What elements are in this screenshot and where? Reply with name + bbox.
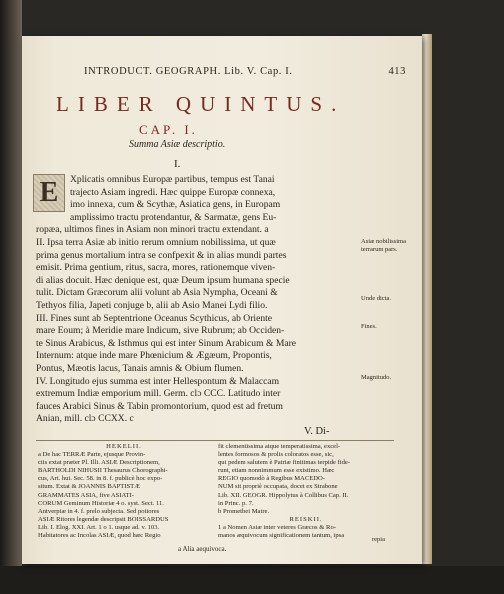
note-line: 1 a Nomen Asiæ inter veteres Græcos & Ro-: [218, 523, 336, 531]
body-line: Internum: atque inde mare Phœnicium & Ægæum, Propontis,: [36, 350, 272, 362]
body-line: III. Fines sunt ab Septentrione Oceanus Scythicus, ab Oriente: [36, 312, 273, 324]
note-line: b Prometbei Matre.: [218, 507, 270, 515]
body-line: ropæa, ultimos fines in Asiam non minori tractu extendant. a: [36, 224, 269, 236]
notes-heading: REISKII.: [289, 515, 323, 523]
note-line: BARTHOLDI NIHUSII Thesaurus Chorographi-: [38, 467, 168, 475]
chapter-heading: CAP. I.: [139, 122, 198, 137]
body-line: tulit. Dictam Græcorum alii volunt ab Asia Nympha, Oceani &: [36, 287, 278, 299]
margin-note: Asiæ nobilissima terrarum pars.: [361, 238, 406, 253]
note-line: manos æquivocum significationem tantum, ipsa: [218, 532, 345, 540]
note-line: cus, Art. hui. Sec. 58. in 8. f. publicè hoc expo-: [38, 475, 163, 483]
note-line: Habitatores ac Incolas ASIÆ, quod hæc Regio: [38, 532, 161, 540]
margin-note: Magnitudo.: [361, 374, 392, 381]
body-line: Anian, mill. clɔ CCXX. c: [36, 413, 134, 425]
note-line: GRAMMATES ASIA, five ASIATI-: [38, 491, 134, 499]
body-line: fauces Arabici Sinus & Tabin promontorium, quod est ad fretum: [36, 400, 283, 412]
body-line: prima genus mortalium intra se confpexit & in alias mundi partes: [36, 249, 287, 261]
body-line: emisit. Prima gentium, ritus, sacra, mores, rationemque viven-: [36, 262, 276, 274]
footnotes-left-column: [38, 443, 210, 540]
note-line: lentes formosos & prolis coloratos esse, sic,: [218, 451, 334, 459]
note-line: Lib. I. Elog. XXI. Art. 1 o 1. usque ad. v. 103.: [38, 523, 160, 531]
body-line: di alias docuit. Hæc denique est, quæ Deum ipsum humana specie: [36, 274, 290, 286]
body-line: II. Ipsa terra Asiæ ab initio rerum omnium nobilissima, ut quæ: [36, 236, 276, 248]
body-line: IV. Longitudo ejus summa est inter Hellespontum & Malaccam: [36, 375, 280, 387]
body-line: Pontus, Mæotis lacus, Tanais amnis & Obium flumen.: [36, 362, 244, 374]
body-line: mare Eoum; à Meridie mare Indicum, sive Rubrum; ab Occiden-: [36, 325, 285, 337]
note-line: fit clementissima atque temperatissima, excel-: [218, 443, 341, 450]
chapter-summary: Summa Asiæ descriptio.: [129, 139, 226, 150]
running-title: INTRODUCT. GEOGRAPH. Lib. V. Cap. I.: [84, 66, 293, 77]
catchword: V. Di-: [304, 426, 330, 437]
note-line: Lib. XII. GEOGR. Hippolytus à Collibus Cap. II.: [218, 491, 349, 499]
notes-heading: HEKELII.: [106, 443, 142, 450]
book-page: [22, 36, 422, 564]
body-line: amplissimo tractu protendantur, & Sarmatæ, gens Eu-: [70, 211, 277, 223]
book-binding-edge: [0, 0, 22, 594]
footer-catchword: repia: [372, 536, 385, 543]
footnotes-right-column: [218, 443, 394, 540]
note-line: situm. Extat & JOANNIS BAPTISTÆ: [38, 483, 141, 491]
footer-note: a Alia aequivoca.: [178, 545, 227, 553]
body-line: trajecto Asiam ingredi. Hæc quippe Europæ connexa,: [70, 186, 276, 198]
note-line: REGIO quomodò à Regibus MACEDO-: [218, 475, 325, 483]
body-line: Tethyos filia, Japeti conjuge b, alii ab Asio Manei Lydi filio.: [36, 299, 268, 311]
body-line: Xplicatis omnibus Europæ partibus, tempus est Tanai: [70, 174, 275, 185]
margin-note: Unde dicta.: [361, 295, 391, 302]
margin-note: Fines.: [361, 323, 377, 330]
footnote-divider: [36, 440, 394, 441]
page-stack-edge: [422, 34, 432, 564]
note-line: qui pedem salutem è Patriæ finitimas terpide fide-: [218, 459, 351, 467]
backdrop: [0, 566, 504, 594]
note-line: Antverpiæ in 4. f. prelo subjecta. Sed potiores: [38, 507, 160, 515]
section-numeral: I.: [174, 158, 181, 170]
note-line: NUM sit propriè occupata, docet ex Strabone: [218, 483, 338, 491]
body-line: imo innexa, cum & Scythæ, Asiatica gens, in Europam: [70, 199, 281, 211]
note-line: a De hac TERRÆ Parte, ejusque Provin-: [38, 451, 146, 459]
note-line: ciis extat præter Pl. Illi. ASIÆ Descriptionem,: [38, 459, 160, 467]
book-title: LIBER QUINTUS.: [56, 92, 346, 116]
drop-cap-initial: E: [33, 174, 65, 212]
body-text: [36, 174, 356, 426]
note-line: runt, etiam nonnimmum esse existimo. Hæc: [218, 467, 335, 475]
body-line: extremum Indiæ emporium mill. Germ. clɔ CCC. Latitudo inter: [36, 388, 281, 400]
note-line: CORUM Geminum Historiæ 4 o. syst. Sect. 11.: [38, 499, 164, 507]
note-line: in Princ. p. 7.: [218, 499, 254, 507]
body-line: te Sinus Arabicus, & Isthmus qui est inter Sinum Arabicum & Mare: [36, 337, 297, 349]
page-number: 413: [388, 66, 406, 77]
note-line: ASIÆ Ritores legendæ descripsit BOISSARDUS: [38, 515, 169, 523]
